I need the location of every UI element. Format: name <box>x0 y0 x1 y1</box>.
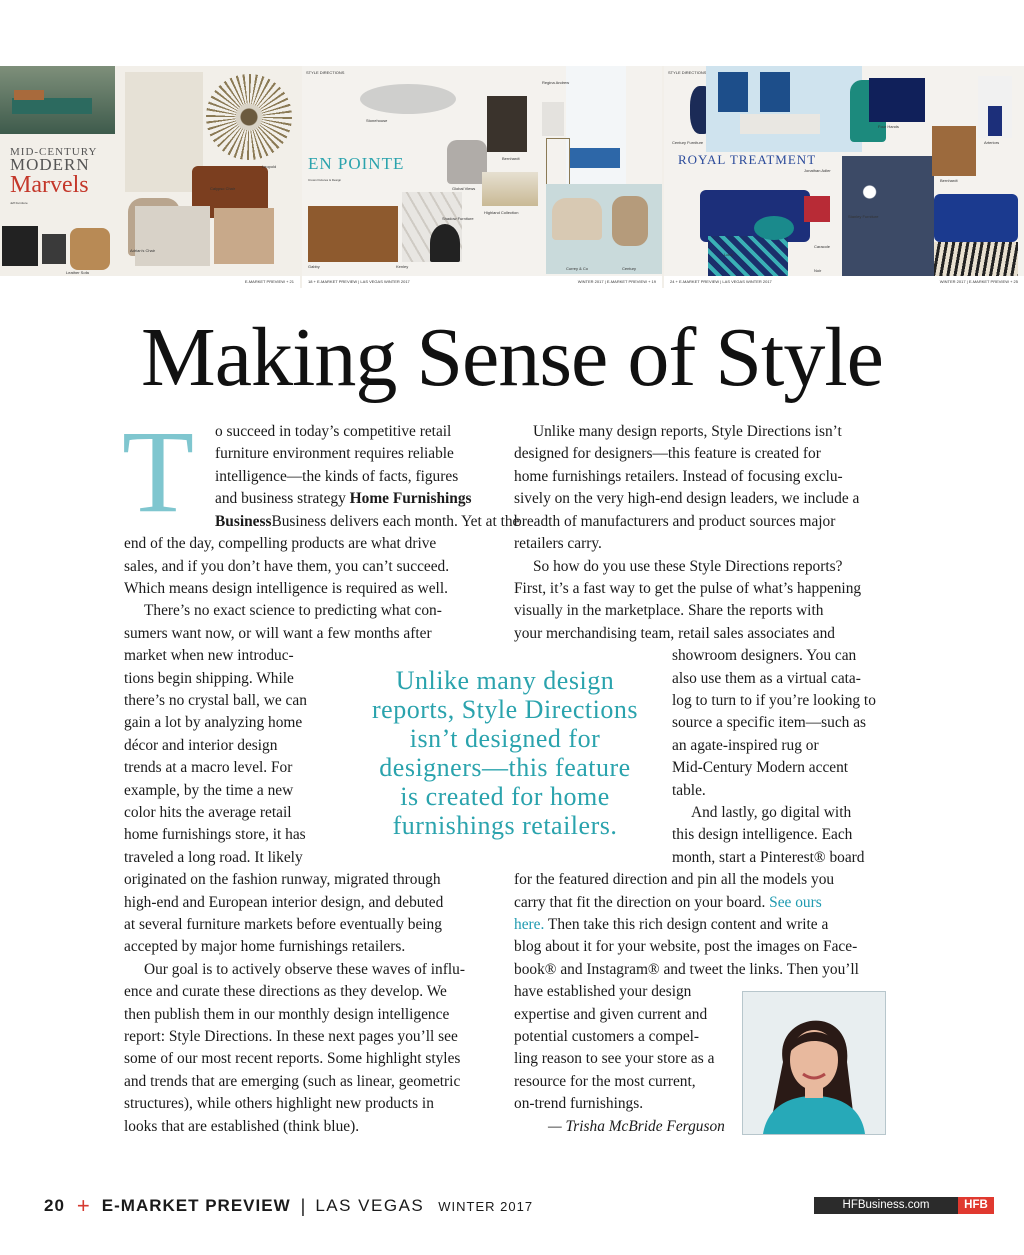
pull-quote-line: is created for home <box>400 782 610 811</box>
spread3-caption-4: Currey & Co <box>566 266 589 271</box>
col1-line: décor and interior design <box>124 737 278 754</box>
col2-line <box>514 892 822 914</box>
col1-line: gain a lot by analyzing home <box>124 714 303 731</box>
footer-separator: | <box>300 1195 306 1216</box>
col2-line: visually in the marketplace. Share the reports with <box>514 602 824 619</box>
col1-line: trends at a macro level. For <box>124 759 293 776</box>
col1-line: and trends that are emerging (such as linear, geometric <box>124 1073 461 1090</box>
spread2-caption-2: Stonehouse <box>366 118 388 123</box>
col2-line: source a specific item—such as <box>672 714 867 731</box>
col1-line: color hits the average retail <box>124 804 292 821</box>
author-portrait-icon <box>743 992 885 1134</box>
magazine-name: E-MARKET PREVIEW <box>101 1196 291 1215</box>
spread1-caption-4: Leopold <box>262 164 277 169</box>
col2-line: showroom designers. You can <box>672 647 857 664</box>
see-ours-link[interactable]: See ours <box>769 894 822 911</box>
col1-line: sumers want now, or will want a few months after <box>124 625 432 642</box>
spread1-footer: E-MARKET PREVIEW + 21 <box>0 276 300 288</box>
spread1-title-script: Marvels <box>10 172 89 198</box>
spread2-footer-left: 18 + E-MARKET PREVIEW | LAS VEGAS WINTER 2017 <box>308 279 410 284</box>
spread4-caption-3: Caracole <box>814 244 831 249</box>
pull-quote-line: furnishings retailers. <box>392 811 618 840</box>
col1-line: structures), while others highlight new products in <box>124 1095 434 1112</box>
col2-line: have established your design <box>514 983 692 1000</box>
spread2-title: EN POINTE <box>308 154 405 173</box>
plus-icon: + <box>76 1193 90 1218</box>
col1-line-text: and business strategy <box>215 490 350 507</box>
page-footer <box>44 1193 533 1219</box>
col2-line: log to turn to if you’re looking to <box>672 692 876 709</box>
col2-line: on-trend furnishings. <box>514 1095 644 1112</box>
site-url[interactable]: HFBusiness.com <box>842 1199 930 1211</box>
col1-line: There’s no exact science to predicting what con- <box>144 602 442 619</box>
spread4-caption-4: Loloi <box>724 252 733 257</box>
pull-quote-line: isn’t designed for <box>409 724 601 753</box>
col1-line: high-end and European interior design, and debuted <box>124 894 444 911</box>
publication-name: Home Furnishings <box>349 490 472 507</box>
spread5-caption-3: Bernhardt <box>940 178 958 183</box>
spread5-caption-2: Arteriors <box>984 140 1000 145</box>
spread3-caption-3: Highland Collection <box>484 210 519 215</box>
col2-line-text: Then take this rich design content and write a <box>544 916 829 933</box>
spread4-kicker: STYLE DIRECTIONS <box>668 70 707 75</box>
spread3-caption-1: Bernhardt <box>502 156 520 161</box>
col1-line: example, by the time a new <box>124 782 294 799</box>
col1-line: report: Style Directions. In these next pages you’ll see <box>124 1028 458 1045</box>
col1-line: end of the day, compelling products are what drive <box>124 535 437 552</box>
spread2-caption-5: Gabby <box>308 264 320 269</box>
col2-line: book® and Instagram® and tweet the links. Then you’ll <box>514 961 859 978</box>
col2-line: this design intelligence. Each <box>672 826 853 843</box>
spread5-caption-1: Four Hands <box>878 124 899 129</box>
col2-line: expertise and given current and <box>514 1006 708 1023</box>
col1-line: ence and curate these directions as they develop. We <box>124 983 447 1000</box>
pull-quote-line: reports, Style Directions <box>372 695 638 724</box>
brand-logo: HFB <box>958 1197 994 1214</box>
col2-line: sively on the very high-end design leaders, we include a <box>514 490 860 507</box>
col1-line: market when new introduc- <box>124 647 294 664</box>
col2-line: designed for designers—this feature is created for <box>514 445 821 462</box>
col2-line: Unlike many design reports, Style Directions isn’t <box>533 423 842 440</box>
spread3-caption-5: Century <box>622 266 637 271</box>
author-photo <box>742 991 886 1135</box>
spread5-caption-4: Stanley Furniture <box>848 214 879 219</box>
col2-line: potential customers a compel- <box>514 1028 700 1045</box>
col2-line: table. <box>672 782 706 799</box>
col2-line <box>514 914 828 936</box>
spread4-caption-5: Noir <box>814 268 822 273</box>
col1-line: sales, and if you don’t have them, you can’t succeed. <box>124 558 450 575</box>
spread4-title: ROYAL TREATMENT <box>678 152 817 167</box>
spread1-title: MODERN <box>10 155 90 174</box>
col2-line: ling reason to see your store as a <box>514 1050 715 1067</box>
col1-line <box>215 511 519 533</box>
col2-line: an agate-inspired rug or <box>672 737 819 754</box>
spread3-caption-2: Regina Andrew <box>542 80 570 85</box>
spread4-footer-left: 24 + E-MARKET PREVIEW | LAS VEGAS WINTER 2017 <box>670 279 772 284</box>
col2-line: retailers carry. <box>514 535 602 552</box>
col2-line: home furnishings retailers. Instead of focusing exclu- <box>514 468 843 485</box>
spread1-caption-1: Jeff Furniture <box>10 201 28 205</box>
col1-line: furniture environment requires reliable <box>215 445 454 462</box>
col1-line: there’s no crystal ball, we can <box>124 692 307 709</box>
col2-line: month, start a Pinterest® board <box>672 849 865 866</box>
col1-line: Which means design intelligence is required as well. <box>124 580 448 597</box>
pull-quote-line: designers—this feature <box>379 753 631 782</box>
col2-line: So how do you use these Style Directions reports? <box>533 558 843 575</box>
author-signature: — Trisha McBride Ferguson <box>548 1118 725 1135</box>
col1-line: o succeed in today’s competitive retail <box>215 423 452 440</box>
spread1-caption-5: Leather Sofa <box>66 270 89 275</box>
col1-line: Our goal is to actively observe these waves of influ- <box>144 961 465 978</box>
spread2-kicker: STYLE DIRECTIONS <box>306 70 345 75</box>
spread2-caption-3: Global Views <box>452 186 476 191</box>
drop-cap: T <box>122 406 195 537</box>
page-title: Making Sense of Style <box>141 311 883 404</box>
spread2-caption-6: Kenley <box>396 264 409 269</box>
col1-line: accepted by major home furnishings retailers. <box>124 938 406 955</box>
col1-line: originated on the fashion runway, migrated through <box>124 871 441 888</box>
col2-line: your merchandising team, retail sales associates and <box>514 625 835 642</box>
pull-quote-line: Unlike many design <box>395 666 615 695</box>
col1-line-text: Business delivers each month. Yet at the <box>271 513 520 530</box>
page-number: 20 <box>44 1196 65 1215</box>
col2-line: Mid-Century Modern accent <box>672 759 849 776</box>
col1-line: looks that are established (think blue). <box>124 1118 360 1135</box>
footer-season: WINTER 2017 <box>438 1198 534 1214</box>
col1-line: at several furniture markets before eventually being <box>124 916 442 933</box>
col1-line: tions begin shipping. While <box>124 670 294 687</box>
pull-quote <box>340 666 670 840</box>
col2-line: And lastly, go digital with <box>691 804 852 821</box>
spread3-footer: WINTER 2017 | E-MARKET PREVIEW + 19 <box>577 279 656 284</box>
spread1-caption-3: Calypso Chair <box>210 186 236 191</box>
col2-line: also use them as a virtual cata- <box>672 670 861 687</box>
publication-name-cont: Business <box>215 513 272 530</box>
here-link[interactable]: here. <box>514 916 545 933</box>
col2-line: First, it’s a fast way to get the pulse of what’s happening <box>514 580 862 597</box>
col1-line: then publish them in our monthly design intelligence <box>124 1006 450 1023</box>
spread1-kicker: MID-CENTURY <box>10 146 98 158</box>
spread5-footer: WINTER 2017 | E-MARKET PREVIEW + 25 <box>939 279 1018 284</box>
site-badge[interactable] <box>814 1197 994 1214</box>
col1-line: traveled a long road. It likely <box>124 849 303 866</box>
col2-line: for the featured direction and pin all the models you <box>514 871 835 888</box>
col1-line: some of our most recent reports. Some highlight styles <box>124 1050 461 1067</box>
col1-line: home furnishings store, it has <box>124 826 306 843</box>
footer-city: LAS VEGAS <box>315 1196 425 1215</box>
col2-line-text: carry that fit the direction on your board. <box>514 894 770 911</box>
spread4-caption-2: Jonathan Adler <box>804 168 831 173</box>
col1-line: intelligence—the kinds of facts, figures <box>215 468 459 485</box>
col1-line <box>215 488 472 510</box>
spread2-caption-4: Shadow Furniture <box>442 216 474 221</box>
spread4-caption-1: Century Furniture <box>672 140 704 145</box>
col2-line: breadth of manufacturers and product sources major <box>514 513 836 530</box>
spread2-caption-1: Crown Fixtures & Design <box>308 178 342 182</box>
col2-line: resource for the most current, <box>514 1073 696 1090</box>
col2-line: blog about it for your website, post the images on Face- <box>514 938 858 955</box>
spread1-caption-2: Adrian's Chair <box>130 248 155 253</box>
